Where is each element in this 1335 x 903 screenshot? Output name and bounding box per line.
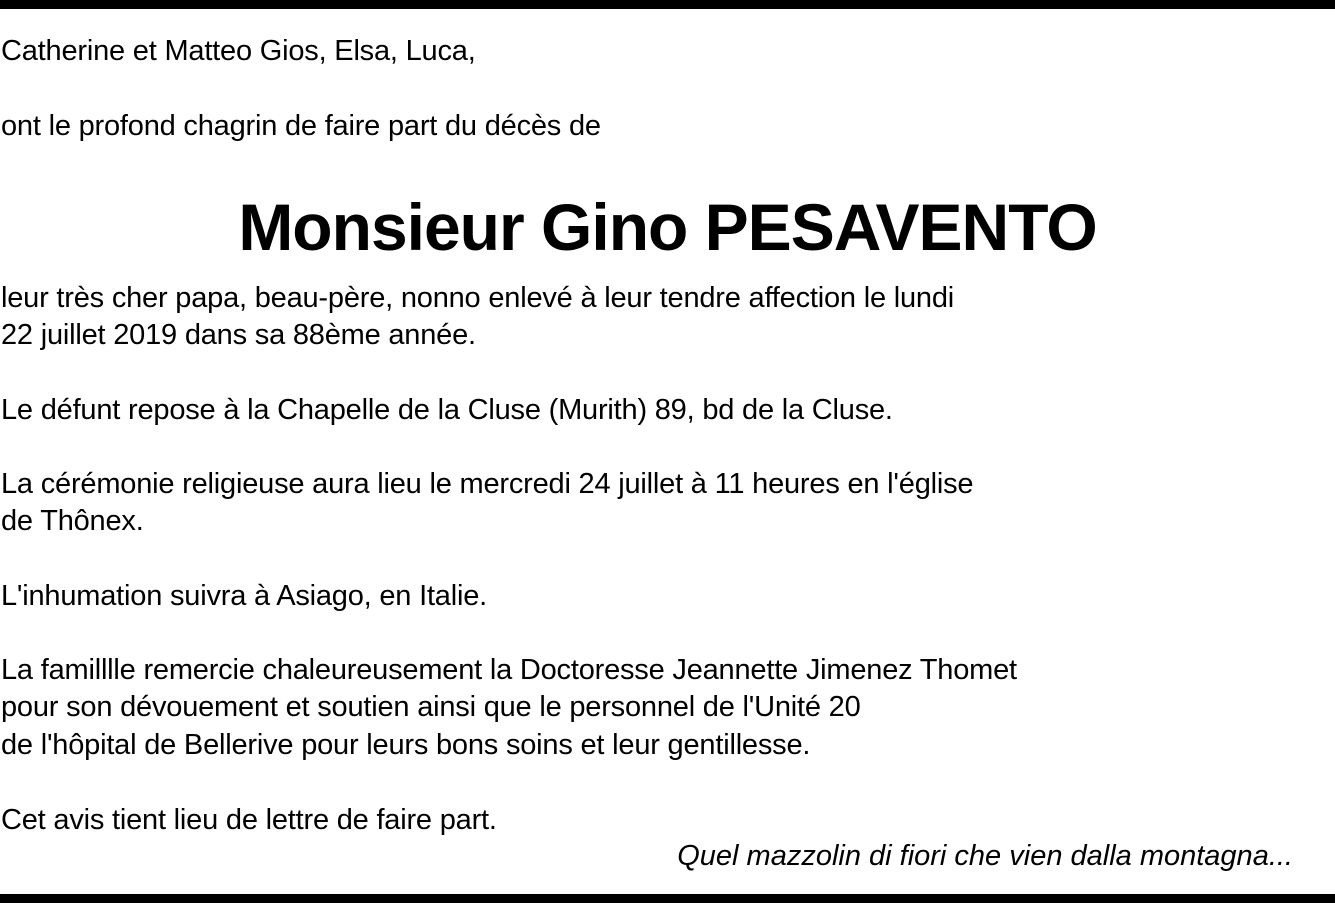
notice-line: Cet avis tient lieu de lettre de faire part. (1, 804, 497, 836)
top-border-rule (0, 0, 1335, 9)
burial-line: L'inhumation suivra à Asiago, en Italie. (1, 580, 488, 612)
closing-quote: Quel mazzolin di fiori che vien dalla montagna... (677, 840, 1293, 872)
thanks-line-1: La familllle remercie chaleureusement la Doctoresse Jeannette Jimenez Thomet (1, 654, 1017, 686)
bottom-border-rule (0, 894, 1335, 903)
ceremony-line-1: La cérémonie religieuse aura lieu le mercredi 24 juillet à 11 heures en l'église (1, 468, 974, 500)
thanks-line-2: pour son dévouement et soutien ainsi que le personnel de l'Unité 20 (1, 691, 861, 723)
deceased-name-heading: Monsieur Gino PESAVENTO (238, 190, 1097, 264)
relation-line-2: 22 juillet 2019 dans sa 88ème année. (1, 319, 476, 351)
relation-line-1: leur très cher papa, beau-père, nonno enlevé à leur tendre affection le lundi (1, 282, 954, 314)
family-line: Catherine et Matteo Gios, Elsa, Luca, (1, 35, 476, 67)
thanks-line-3: de l'hôpital de Bellerive pour leurs bons soins et leur gentillesse. (1, 729, 811, 761)
ceremony-line-2: de Thônex. (1, 505, 144, 537)
rest-location-line: Le défunt repose à la Chapelle de la Cluse (Murith) 89, bd de la Cluse. (1, 394, 893, 426)
intro-line: ont le profond chagrin de faire part du décès de (1, 110, 601, 142)
